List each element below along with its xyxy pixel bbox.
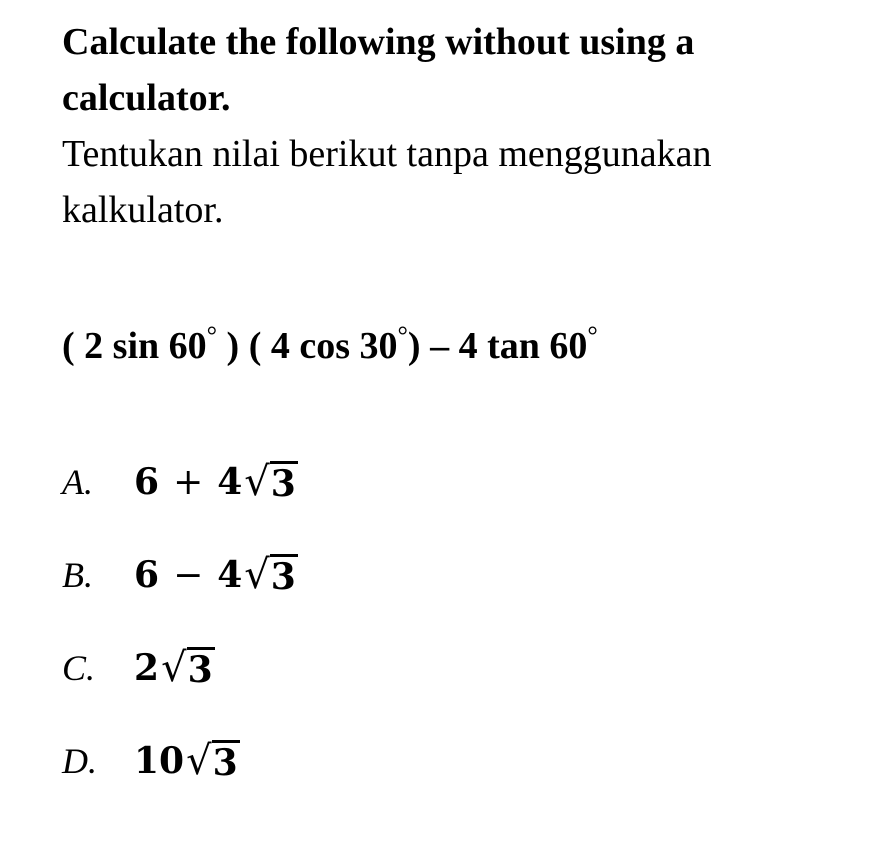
operator: +: [173, 461, 204, 503]
radical-sign: √: [244, 551, 270, 598]
radical-sign: √: [161, 644, 187, 691]
coefficient: 4: [217, 554, 243, 596]
question-indonesian: Tentukan nilai berikut tanpa menggunakan kalkulator.: [62, 133, 712, 231]
option-a[interactable]: [62, 452, 298, 512]
degree-symbol-1: °: [206, 321, 218, 350]
coefficient: 4: [217, 461, 243, 503]
option-letter: D.: [62, 741, 97, 781]
question-block: [62, 14, 872, 238]
radical-sign: √: [244, 458, 270, 505]
expression-part-3: ) – 4 tan 60: [407, 325, 588, 367]
option-letter: A.: [62, 462, 93, 502]
expression-part-2: ) ( 4 cos 30: [217, 325, 398, 367]
square-root: [244, 458, 298, 505]
option-value: [134, 737, 240, 784]
radicand: 3: [270, 555, 296, 598]
expression-part-1: ( 2 sin 60: [62, 325, 207, 367]
square-root: [161, 644, 215, 691]
coefficient: 2: [134, 647, 160, 689]
radicand: 3: [270, 462, 296, 505]
option-letter: B.: [62, 555, 93, 595]
option-b[interactable]: [62, 545, 298, 605]
lead-term: 6: [134, 554, 160, 596]
square-root: [186, 737, 240, 784]
answer-options: [62, 452, 298, 824]
square-root: [244, 551, 298, 598]
option-value: [134, 551, 298, 598]
coefficient: 10: [134, 740, 185, 782]
radicand: 3: [187, 648, 213, 691]
option-letter: C.: [62, 648, 96, 688]
degree-symbol-3: °: [587, 321, 598, 350]
radical-sign: √: [186, 737, 212, 784]
option-value: [134, 644, 215, 691]
degree-symbol-2: °: [397, 321, 408, 350]
operator: −: [173, 554, 204, 596]
option-d[interactable]: [62, 731, 298, 791]
lead-term: 6: [134, 461, 160, 503]
option-value: [134, 458, 298, 505]
question-english: Calculate the following without using a calculator.: [62, 21, 695, 119]
radicand: 3: [212, 741, 238, 784]
math-expression: [62, 308, 598, 374]
option-c[interactable]: [62, 638, 298, 698]
